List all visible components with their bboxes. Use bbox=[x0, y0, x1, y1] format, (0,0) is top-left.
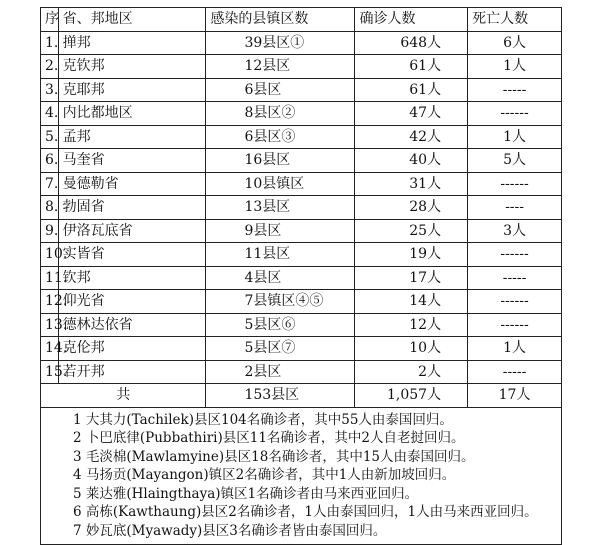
row-state: 若开邦 bbox=[58, 360, 206, 384]
table-row bbox=[41, 290, 562, 314]
row-index: 13. bbox=[41, 313, 59, 337]
row-index: 7. bbox=[41, 172, 59, 196]
row-confirmed: 10人 bbox=[355, 337, 468, 361]
data-table bbox=[40, 7, 562, 408]
total-townships: 153县区 bbox=[206, 384, 355, 408]
header-state: 省、邦地区 bbox=[58, 8, 206, 32]
row-deaths: ------ bbox=[468, 290, 562, 314]
row-index: 10. bbox=[41, 243, 59, 267]
header-row bbox=[41, 8, 562, 32]
row-deaths: ----- bbox=[468, 266, 562, 290]
total-confirmed: 1,057人 bbox=[355, 384, 468, 408]
row-index: 6. bbox=[41, 149, 59, 173]
table-row bbox=[41, 360, 562, 384]
table-row bbox=[41, 243, 562, 267]
row-townships: 6县区③ bbox=[206, 125, 355, 149]
footnote: 5 莱达雅(Hlaingthaya)镇区1名确诊者由马来西亚回归。 bbox=[73, 485, 419, 502]
table-row bbox=[41, 31, 562, 55]
row-townships: 12县区 bbox=[206, 55, 355, 79]
row-deaths: 1人 bbox=[468, 337, 562, 361]
row-confirmed: 25人 bbox=[355, 219, 468, 243]
row-confirmed: 42人 bbox=[355, 125, 468, 149]
row-state: 实皆省 bbox=[58, 243, 206, 267]
row-index: 15. bbox=[41, 360, 59, 384]
row-state: 克伦邦 bbox=[58, 337, 206, 361]
row-index: 12. bbox=[41, 290, 59, 314]
row-confirmed: 40人 bbox=[355, 149, 468, 173]
row-state: 伊洛瓦底省 bbox=[58, 219, 206, 243]
row-state: 克钦邦 bbox=[58, 55, 206, 79]
table-row bbox=[41, 172, 562, 196]
row-deaths: ------ bbox=[468, 102, 562, 126]
row-confirmed: 28人 bbox=[355, 196, 468, 220]
table-row bbox=[41, 149, 562, 173]
row-deaths: ------ bbox=[468, 172, 562, 196]
row-confirmed: 648人 bbox=[355, 31, 468, 55]
table-row bbox=[41, 55, 562, 79]
footnote: 3 毛淡棉(Mawlamyine)县区18名确诊者，其中15人由泰国回归。 bbox=[73, 448, 475, 465]
row-townships: 9县区 bbox=[206, 219, 355, 243]
row-state: 曼德勒省 bbox=[58, 172, 206, 196]
row-deaths: 1人 bbox=[468, 125, 562, 149]
row-state: 孟邦 bbox=[58, 125, 206, 149]
table-row bbox=[41, 219, 562, 243]
table-row bbox=[41, 125, 562, 149]
row-confirmed: 47人 bbox=[355, 102, 468, 126]
row-index: 1. bbox=[41, 31, 59, 55]
row-index: 9. bbox=[41, 219, 59, 243]
row-townships: 5县区⑥ bbox=[206, 313, 355, 337]
row-index: 8. bbox=[41, 196, 59, 220]
row-deaths: 5人 bbox=[468, 149, 562, 173]
row-state: 掸邦 bbox=[58, 31, 206, 55]
row-deaths: 3人 bbox=[468, 219, 562, 243]
row-confirmed: 14人 bbox=[355, 290, 468, 314]
footnote: 6 高栋(Kawthaung)县区2名确诊者，1人由泰国回归，1人由马来西亚回归。 bbox=[73, 504, 538, 521]
header-confirmed: 确诊人数 bbox=[355, 8, 468, 32]
row-confirmed: 31人 bbox=[355, 172, 468, 196]
table-row bbox=[41, 266, 562, 290]
header-townships: 感染的县镇区数 bbox=[206, 8, 355, 32]
row-deaths: ------ bbox=[468, 243, 562, 267]
row-townships: 7县镇区④⑤ bbox=[206, 290, 355, 314]
footnote: 2 卜巴底律(Pubbathiri)县区11名确诊者，其中2人自老挝回归。 bbox=[73, 430, 465, 447]
row-state: 德林达依省 bbox=[58, 313, 206, 337]
row-deaths: ----- bbox=[468, 78, 562, 102]
row-confirmed: 12人 bbox=[355, 313, 468, 337]
table-row bbox=[41, 337, 562, 361]
row-state: 克耶邦 bbox=[58, 78, 206, 102]
row-index: 3. bbox=[41, 78, 59, 102]
row-confirmed: 19人 bbox=[355, 243, 468, 267]
footnote: 7 妙瓦底(Myawady)县区3名确诊者皆由泰国回归。 bbox=[73, 523, 387, 540]
footnotes bbox=[40, 408, 562, 545]
row-state: 勃固省 bbox=[58, 196, 206, 220]
row-confirmed: 61人 bbox=[355, 55, 468, 79]
row-index: 11. bbox=[41, 266, 59, 290]
row-confirmed: 2人 bbox=[355, 360, 468, 384]
total-deaths: 17人 bbox=[468, 384, 562, 408]
row-confirmed: 61人 bbox=[355, 78, 468, 102]
row-deaths: ---- bbox=[468, 196, 562, 220]
row-index: 4. bbox=[41, 102, 59, 126]
row-state: 仰光省 bbox=[58, 290, 206, 314]
row-townships: 16县区 bbox=[206, 149, 355, 173]
row-townships: 11县区 bbox=[206, 243, 355, 267]
header-index: 序 bbox=[41, 8, 59, 32]
row-state: 马奎省 bbox=[58, 149, 206, 173]
row-state: 内比都地区 bbox=[58, 102, 206, 126]
row-townships: 13县区 bbox=[206, 196, 355, 220]
footnote: 1 大其力(Tachilek)县区104名确诊者，其中55人由泰国回归。 bbox=[73, 411, 453, 428]
row-state: 钦邦 bbox=[58, 266, 206, 290]
row-index: 5. bbox=[41, 125, 59, 149]
row-townships: 2县区 bbox=[206, 360, 355, 384]
row-townships: 4县区 bbox=[206, 266, 355, 290]
row-deaths: 6人 bbox=[468, 31, 562, 55]
total-label: 共 bbox=[41, 384, 206, 408]
row-deaths: ------ bbox=[468, 313, 562, 337]
row-index: 2. bbox=[41, 55, 59, 79]
table-row bbox=[41, 78, 562, 102]
table-row bbox=[41, 313, 562, 337]
row-townships: 10县镇区 bbox=[206, 172, 355, 196]
row-index: 14. bbox=[41, 337, 59, 361]
footnote: 4 马扬贡(Mayangon)镇区2名确诊者，其中1人由新加坡回归。 bbox=[73, 467, 456, 484]
table-row bbox=[41, 102, 562, 126]
row-townships: 5县区⑦ bbox=[206, 337, 355, 361]
row-deaths: ----- bbox=[468, 360, 562, 384]
row-confirmed: 17人 bbox=[355, 266, 468, 290]
row-townships: 8县区② bbox=[206, 102, 355, 126]
row-townships: 39县区① bbox=[206, 31, 355, 55]
row-townships: 6县区 bbox=[206, 78, 355, 102]
table-row bbox=[41, 196, 562, 220]
row-deaths: 1人 bbox=[468, 55, 562, 79]
total-row bbox=[41, 384, 562, 408]
header-deaths: 死亡人数 bbox=[468, 8, 562, 32]
table-body bbox=[41, 31, 562, 384]
covid-statistics-table bbox=[40, 7, 562, 545]
